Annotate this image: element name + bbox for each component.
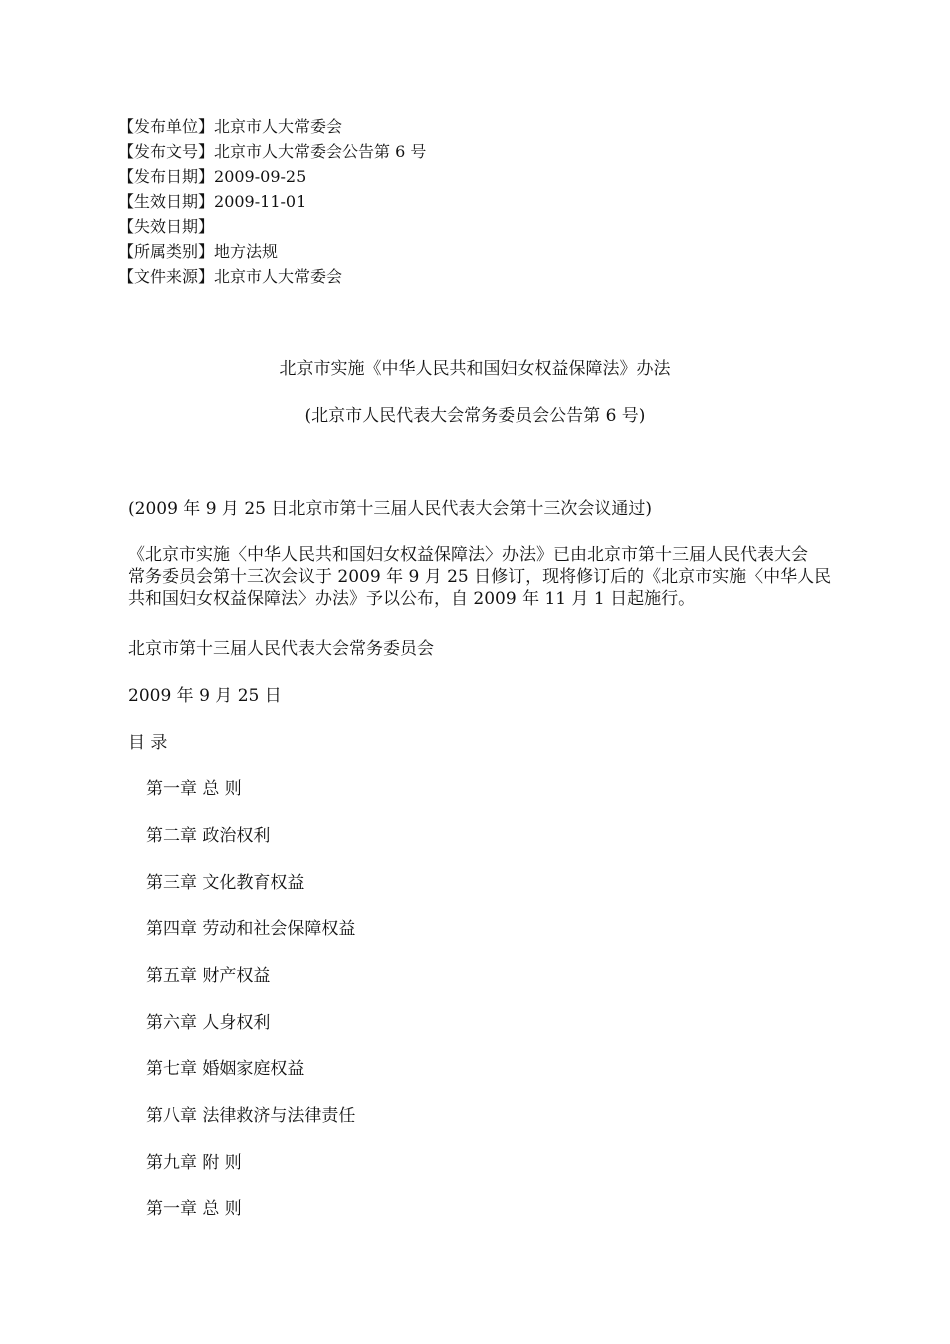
- meta-value: 2009-09-25: [214, 167, 307, 186]
- meta-label: 【发布单位】: [118, 117, 215, 136]
- meta-row-issuer: [118, 114, 426, 139]
- toc-item: 第二章 政治权利: [146, 826, 271, 846]
- meta-value: 北京市人大常委会: [214, 267, 343, 286]
- promulgation-notice: [128, 544, 838, 610]
- issuer: 北京市第十三届人民代表大会常务委员会: [128, 639, 434, 659]
- toc-item: 第八章 法律救济与法律责任: [146, 1106, 356, 1126]
- meta-label: 【生效日期】: [118, 192, 215, 211]
- toc-item: 第六章 人身权利: [146, 1013, 271, 1033]
- toc-item: 第九章 附 则: [146, 1153, 242, 1173]
- meta-row-source: [118, 264, 426, 289]
- metadata-block: [118, 114, 426, 289]
- meta-label: 【文件来源】: [118, 267, 215, 286]
- meta-value: 北京市人大常委会: [214, 117, 343, 136]
- adoption-note: (2009 年 9 月 25 日北京市第十三届人民代表大会第十三次会议通过): [128, 499, 652, 519]
- toc-item: 第一章 总 则: [146, 779, 242, 799]
- meta-value: 2009-11-01: [214, 192, 307, 211]
- issue-date: 2009 年 9 月 25 日: [128, 686, 282, 706]
- chapter-heading: 第一章 总 则: [146, 1199, 242, 1219]
- meta-label: 【发布文号】: [118, 142, 215, 161]
- meta-row-publish-date: [118, 164, 426, 189]
- notice-line: 《北京市实施〈中华人民共和国妇女权益保障法〉办法》已由北京市第十三届人民代表大会: [128, 545, 808, 565]
- meta-label: 【失效日期】: [118, 217, 215, 236]
- document-subtitle: (北京市人民代表大会常务委员会公告第 6 号): [304, 406, 646, 426]
- meta-row-doc-number: [118, 139, 426, 164]
- toc-item: 第三章 文化教育权益: [146, 873, 305, 893]
- toc-item: 第七章 婚姻家庭权益: [146, 1059, 305, 1079]
- toc-heading: 目 录: [128, 733, 168, 753]
- meta-row-expiry-date: [118, 214, 426, 239]
- document-title: 北京市实施《中华人民共和国妇女权益保障法》办法: [279, 359, 671, 379]
- meta-label: 【发布日期】: [118, 167, 215, 186]
- meta-value: 地方法规: [214, 242, 279, 261]
- notice-line: 常务委员会第十三次会议于 2009 年 9 月 25 日修订，现将修订后的《北京市实施〈中华人民: [128, 567, 832, 587]
- meta-value: 北京市人大常委会公告第 6 号: [214, 142, 427, 161]
- toc-item: 第五章 财产权益: [146, 966, 271, 986]
- meta-label: 【所属类别】: [118, 242, 215, 261]
- toc-item: 第四章 劳动和社会保障权益: [146, 919, 356, 939]
- notice-line: 共和国妇女权益保障法〉办法》予以公布，自 2009 年 11 月 1 日起施行。: [128, 589, 696, 609]
- meta-row-category: [118, 239, 426, 264]
- meta-row-effective-date: [118, 189, 426, 214]
